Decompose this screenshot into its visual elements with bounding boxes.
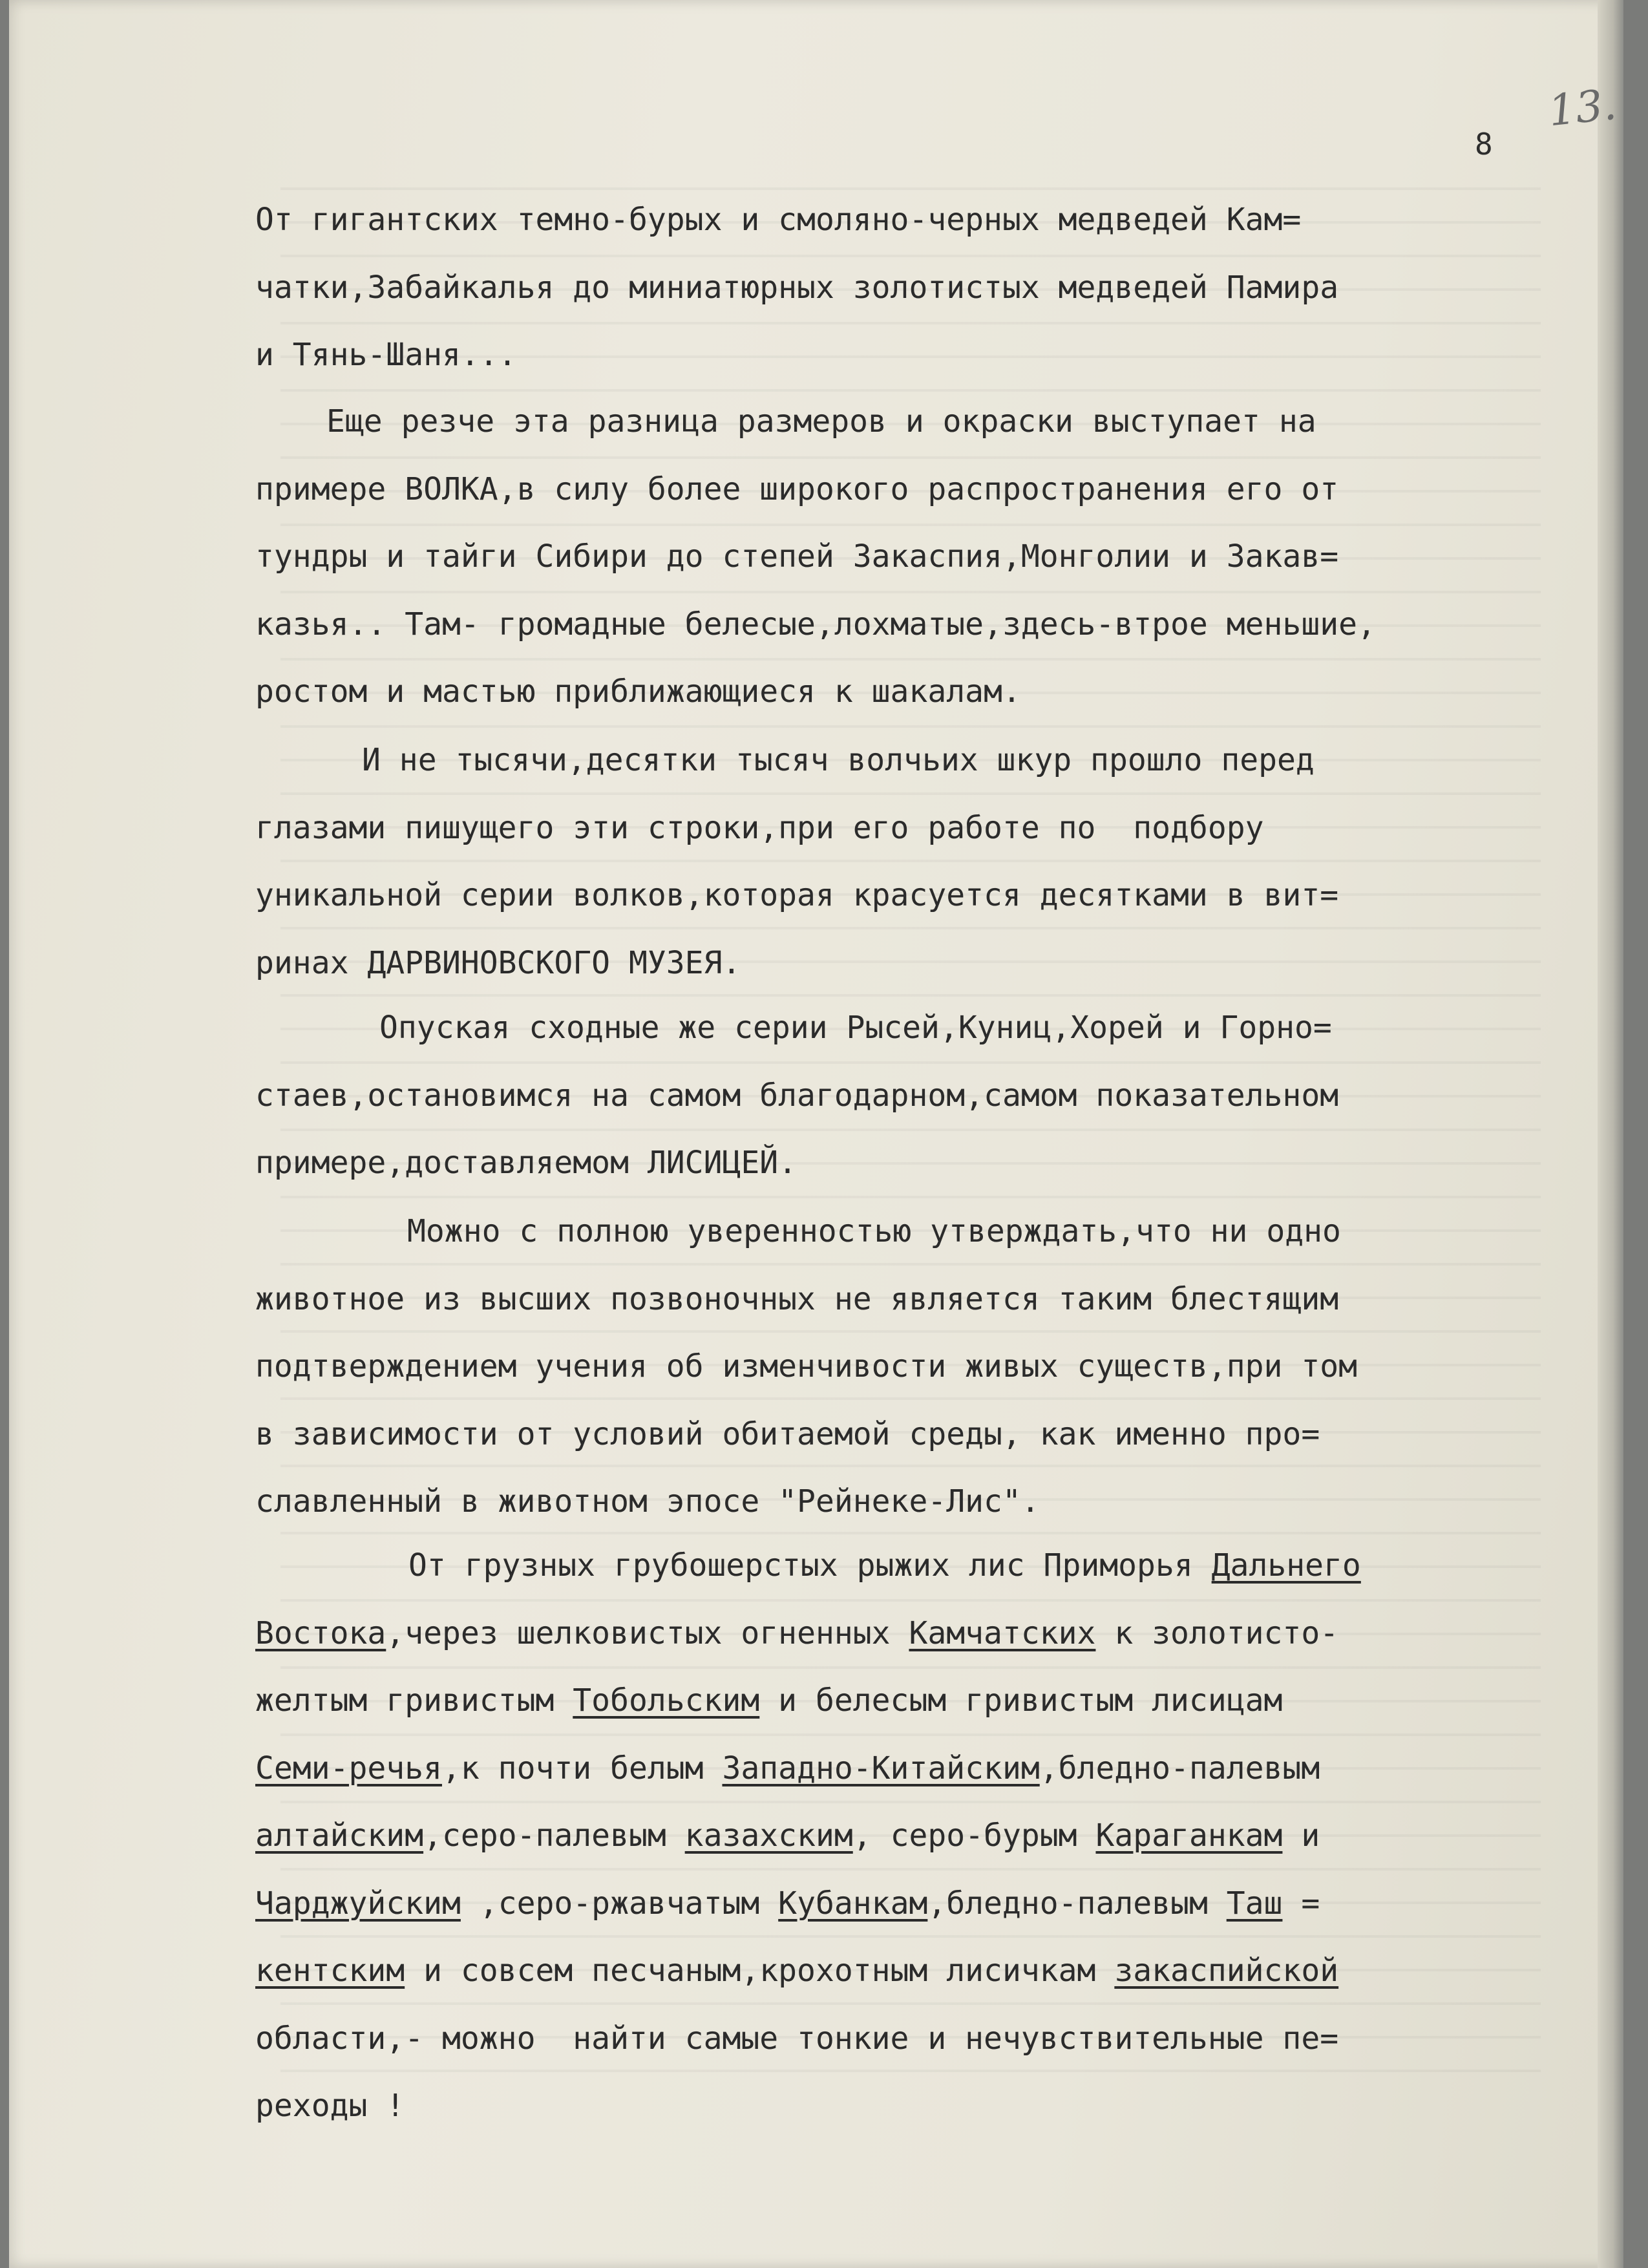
text-segment: Еще резче эта разница размеров и окраски выступает на <box>326 403 1316 440</box>
text-segment: ,бледно-палевым <box>927 1885 1227 1922</box>
page-number: 8 <box>1475 127 1493 162</box>
text-segment: и белесым гривистым лисицам <box>759 1682 1283 1719</box>
text-line <box>255 1735 1320 1803</box>
text-segment: Опуская сходные же серии Рысей,Куниц,Хорей и Горно= <box>379 1010 1332 1046</box>
text-segment: и <box>1282 1818 1320 1854</box>
underlined-place-name: Востока <box>255 1615 386 1651</box>
text-line <box>255 1401 1320 1468</box>
text-segment: Можно с полною уверенностью утверждать,что ни одно <box>407 1213 1341 1249</box>
underlined-place-name: закаспийской <box>1114 1953 1339 1989</box>
text-line <box>255 1600 1338 1668</box>
text-segment: казья.. Там- громадные белесые,лохматые,здесь-втрое меньшие, <box>255 606 1376 642</box>
text-segment: желтым гривистым <box>255 1682 573 1719</box>
text-line <box>255 1266 1338 1333</box>
text-segment: чатки,Забайкалья до миниатюрных золотистых медведей Памира <box>255 269 1339 306</box>
underlined-place-name: Тобольским <box>573 1682 760 1719</box>
text-segment: ,через шелковистых огненных <box>386 1615 909 1651</box>
text-segment: ,к почти белым <box>441 1750 723 1786</box>
text-segment: уникальной серии волков,которая красуется десятками в вит= <box>255 877 1339 913</box>
text-segment: стаев,остановимся на самом благодарном,самом показательном <box>255 1077 1339 1114</box>
text-line <box>255 321 517 389</box>
underlined-place-name: Кубанкам <box>778 1885 928 1922</box>
text-segment: в зависимости от условий обитаемой среды, как именно про= <box>255 1415 1320 1452</box>
underlined-place-name: Таш <box>1226 1885 1283 1922</box>
text-line <box>255 1937 1338 2005</box>
text-line <box>379 994 1332 1062</box>
text-segment: реходы ! <box>255 2088 405 2124</box>
text-line <box>255 591 1376 659</box>
text-line <box>362 726 1315 794</box>
text-segment: глазами пишущего эти строки,при его работе по подбору <box>255 809 1264 846</box>
text-line <box>255 862 1338 929</box>
underlined-place-name: Западно-Китайским <box>722 1750 1040 1786</box>
text-line <box>255 2072 405 2140</box>
text-segment: примере,доставляемом ЛИСИЦЕЙ. <box>255 1145 798 1181</box>
text-line <box>408 1532 1361 1600</box>
text-line <box>255 523 1338 591</box>
text-segment: ,серо-ржавчатым <box>460 1885 779 1922</box>
text-segment: тундры и тайги Сибири до степей Закаспия,Монголии и Закав= <box>255 538 1339 575</box>
text-segment: От грузных грубошерстых рыжих лис Приморья <box>408 1547 1212 1584</box>
underlined-place-name: Камчатских <box>909 1615 1096 1651</box>
text-segment: ринах ДАРВИНОВСКОГО МУЗЕЯ. <box>255 944 741 981</box>
text-segment: подтверждением учения об изменчивости живых существ,при том <box>255 1348 1358 1384</box>
text-line <box>255 186 1301 254</box>
underlined-place-name: кентским <box>255 1953 405 1989</box>
text-segment: и Тянь-Шаня... <box>255 337 517 373</box>
text-line <box>255 794 1264 862</box>
archive-sheet-number: 13. <box>1546 79 1619 136</box>
text-line <box>255 254 1338 322</box>
text-segment: примере ВОЛКА,в силу более широкого распространения его от <box>255 471 1339 507</box>
text-line <box>255 1129 797 1197</box>
text-segment: славленный в животном эпосе "Рейнеке-Лис". <box>255 1483 1040 1520</box>
text-line <box>255 2005 1338 2073</box>
text-segment: ,бледно-палевым <box>1039 1750 1320 1786</box>
text-segment: ,серо-палевым <box>423 1818 685 1854</box>
text-line <box>255 1468 1040 1536</box>
text-segment: , серо-бурым <box>852 1818 1096 1854</box>
text-line <box>407 1198 1341 1266</box>
text-line <box>255 1667 1282 1735</box>
underlined-place-name: Семи-речья <box>255 1750 442 1786</box>
text-line <box>255 1802 1320 1870</box>
underlined-place-name: Чарджуйским <box>255 1885 461 1922</box>
text-segment: И не тысячи,десятки тысяч волчьих шкур прошло перед <box>362 742 1315 778</box>
text-segment: ростом и мастью приближающиеся к шакалам. <box>255 673 1021 710</box>
underlined-place-name: казахским <box>684 1818 853 1854</box>
text-segment: области,- можно найти самые тонкие и нечувствительные пе= <box>255 2020 1339 2057</box>
text-line <box>326 388 1316 456</box>
text-line <box>255 1870 1320 1938</box>
text-line <box>255 1062 1338 1130</box>
text-segment: к золотисто- <box>1095 1615 1339 1651</box>
text-segment: животное из высших позвоночных не является таким блестящим <box>255 1280 1339 1317</box>
underlined-place-name: Караганкам <box>1095 1818 1283 1854</box>
text-line <box>255 1333 1357 1401</box>
text-line <box>255 456 1338 524</box>
text-line <box>255 658 1021 726</box>
underlined-place-name: алтайским <box>255 1818 424 1854</box>
underlined-place-name: Дальнего <box>1211 1547 1361 1584</box>
text-line <box>255 929 741 997</box>
text-segment: = <box>1282 1885 1320 1922</box>
paper-edge <box>1598 0 1623 2268</box>
text-segment: и совсем песчаным,крохотным лисичкам <box>405 1953 1115 1989</box>
text-segment: От гигантских темно-бурых и смоляно-черных медведей Кам= <box>255 202 1302 238</box>
